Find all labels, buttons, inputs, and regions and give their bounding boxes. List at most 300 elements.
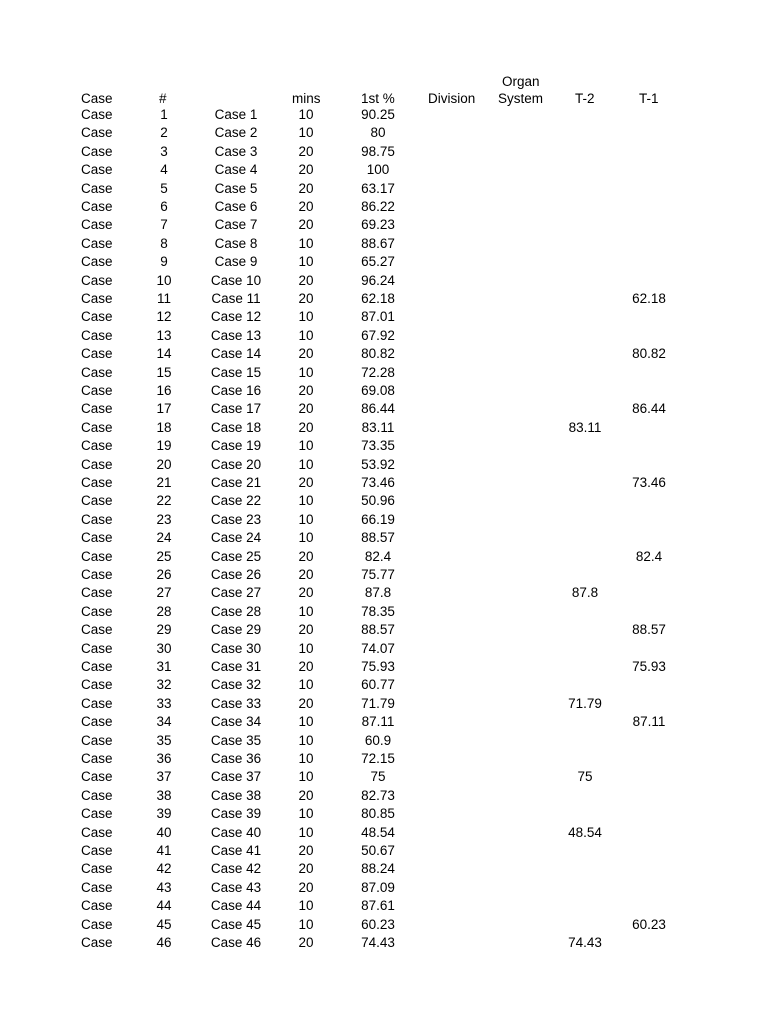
case-label-cell: Case — [81, 125, 113, 141]
t1-cell: 86.44 — [632, 401, 666, 417]
case-label-cell: Case — [81, 659, 113, 674]
first-percent-cell: 75.77 — [361, 567, 395, 582]
case-label-cell: Case — [81, 622, 113, 638]
case-label-cell: Case — [81, 732, 113, 748]
first-percent-cell: 75.93 — [361, 659, 395, 674]
case-label-cell: Case — [81, 254, 113, 270]
t2-cell: 87.8 — [571, 585, 599, 601]
case-label-cell: Case — [81, 143, 113, 159]
t1-cell: 75.93 — [632, 659, 666, 674]
table-row — [0, 216, 768, 234]
table-row — [0, 290, 768, 308]
header-first-percent: 1st % — [361, 91, 395, 106]
first-percent-cell: 88.57 — [361, 622, 395, 638]
table-row — [0, 456, 768, 474]
case-name-cell: Case 17 — [210, 401, 262, 417]
case-number-cell: 13 — [156, 327, 172, 343]
case-name-cell: Case 29 — [210, 622, 262, 638]
first-percent-cell: 80.85 — [361, 806, 395, 822]
table-row — [0, 658, 768, 676]
case-name-cell: Case 8 — [214, 235, 258, 251]
mins-cell: 10 — [298, 916, 314, 932]
mins-cell: 20 — [298, 143, 314, 159]
first-percent-cell: 48.54 — [361, 824, 395, 840]
mins-cell: 10 — [298, 125, 314, 141]
mins-cell: 20 — [298, 567, 314, 582]
case-name-cell: Case 19 — [210, 438, 262, 454]
header-t2: T-2 — [575, 91, 595, 106]
case-number-cell: 15 — [156, 364, 172, 380]
case-number-cell: 31 — [156, 659, 172, 674]
header-organ-system-line1: Organ — [502, 74, 540, 89]
mins-cell: 10 — [298, 640, 314, 656]
table-row — [0, 621, 768, 639]
case-name-cell: Case 39 — [210, 806, 262, 822]
case-number-cell: 6 — [160, 199, 168, 214]
table-row — [0, 916, 768, 934]
first-percent-cell: 87.01 — [361, 309, 395, 325]
mins-cell: 10 — [298, 327, 314, 343]
case-name-cell: Case 12 — [210, 309, 262, 325]
case-name-cell: Case 20 — [210, 456, 262, 472]
case-label-cell: Case — [81, 383, 113, 398]
first-percent-cell: 69.08 — [361, 383, 395, 398]
header-row — [0, 71, 768, 107]
table-row — [0, 879, 768, 897]
table-row — [0, 824, 768, 842]
first-percent-cell: 90.25 — [361, 107, 395, 122]
mins-cell: 20 — [298, 291, 314, 306]
case-label-cell: Case — [81, 824, 113, 840]
case-label-cell: Case — [81, 640, 113, 656]
table-row — [0, 787, 768, 805]
mins-cell: 20 — [298, 419, 314, 435]
case-name-cell: Case 4 — [214, 162, 258, 178]
case-number-cell: 42 — [156, 861, 172, 877]
case-label-cell: Case — [81, 511, 113, 527]
mins-cell: 10 — [298, 107, 314, 122]
mins-cell: 10 — [298, 309, 314, 325]
case-number-cell: 23 — [156, 511, 172, 527]
mins-cell: 20 — [298, 787, 314, 803]
case-label-cell: Case — [81, 162, 113, 178]
case-number-cell: 36 — [156, 751, 172, 766]
table-row — [0, 713, 768, 731]
table-row — [0, 180, 768, 198]
case-name-cell: Case 45 — [210, 916, 262, 932]
t2-cell: 75 — [577, 769, 593, 785]
table-row — [0, 676, 768, 694]
first-percent-cell: 87.61 — [361, 898, 395, 914]
mins-cell: 20 — [298, 622, 314, 638]
case-number-cell: 10 — [156, 272, 172, 288]
case-number-cell: 18 — [156, 419, 172, 435]
table-row — [0, 198, 768, 216]
case-label-cell: Case — [81, 714, 113, 730]
table-row — [0, 934, 768, 952]
first-percent-cell: 72.15 — [361, 751, 395, 766]
case-label-cell: Case — [81, 419, 113, 435]
mins-cell: 10 — [298, 235, 314, 251]
case-label-cell: Case — [81, 935, 113, 950]
table-row — [0, 419, 768, 437]
mins-cell: 10 — [298, 511, 314, 527]
case-name-cell: Case 40 — [210, 824, 262, 840]
case-name-cell: Case 6 — [214, 199, 258, 214]
first-percent-cell: 88.24 — [361, 861, 395, 877]
first-percent-cell: 82.73 — [361, 787, 395, 803]
header-mins: mins — [292, 91, 321, 106]
case-name-cell: Case 30 — [210, 640, 262, 656]
first-percent-cell: 53.92 — [361, 456, 395, 472]
mins-cell: 20 — [298, 861, 314, 877]
case-number-cell: 4 — [160, 162, 168, 178]
case-name-cell: Case 32 — [210, 677, 262, 693]
case-name-cell: Case 15 — [210, 364, 262, 380]
t2-cell: 48.54 — [568, 824, 602, 840]
mins-cell: 20 — [298, 199, 314, 214]
case-name-cell: Case 35 — [210, 732, 262, 748]
first-percent-cell: 82.4 — [364, 548, 392, 564]
case-label-cell: Case — [81, 107, 113, 122]
t1-cell: 80.82 — [632, 346, 666, 362]
case-label-cell: Case — [81, 309, 113, 325]
case-label-cell: Case — [81, 493, 113, 509]
first-percent-cell: 74.07 — [361, 640, 395, 656]
case-name-cell: Case 34 — [210, 714, 262, 730]
first-percent-cell: 87.09 — [361, 879, 395, 895]
case-label-cell: Case — [81, 327, 113, 343]
first-percent-cell: 88.57 — [361, 530, 395, 546]
table-row — [0, 603, 768, 621]
case-name-cell: Case 3 — [214, 143, 258, 159]
mins-cell: 20 — [298, 383, 314, 398]
case-number-cell: 37 — [156, 769, 172, 785]
mins-cell: 20 — [298, 585, 314, 601]
mins-cell: 10 — [298, 254, 314, 270]
mins-cell: 10 — [298, 806, 314, 822]
case-name-cell: Case 38 — [210, 787, 262, 803]
case-name-cell: Case 1 — [214, 107, 258, 122]
case-label-cell: Case — [81, 769, 113, 785]
case-number-cell: 9 — [160, 254, 168, 270]
table-row — [0, 805, 768, 823]
first-percent-cell: 72.28 — [361, 364, 395, 380]
mins-cell: 10 — [298, 364, 314, 380]
table-row — [0, 437, 768, 455]
case-name-cell: Case 2 — [214, 125, 258, 141]
case-number-cell: 29 — [156, 622, 172, 638]
first-percent-cell: 86.22 — [361, 199, 395, 214]
first-percent-cell: 78.35 — [361, 603, 395, 619]
case-label-cell: Case — [81, 180, 113, 196]
first-percent-cell: 65.27 — [361, 254, 395, 270]
first-percent-cell: 69.23 — [361, 217, 395, 233]
case-number-cell: 14 — [156, 346, 172, 362]
first-percent-cell: 50.67 — [361, 843, 395, 858]
case-number-cell: 2 — [160, 125, 168, 141]
case-name-cell: Case 44 — [210, 898, 262, 914]
mins-cell: 20 — [298, 695, 314, 711]
first-percent-cell: 62.18 — [361, 291, 395, 306]
case-number-cell: 20 — [156, 456, 172, 472]
case-number-cell: 41 — [156, 843, 172, 858]
header-t1: T-1 — [639, 91, 659, 106]
mins-cell: 10 — [298, 824, 314, 840]
case-label-cell: Case — [81, 861, 113, 877]
table-row — [0, 695, 768, 713]
case-name-cell: Case 13 — [210, 327, 262, 343]
t1-cell: 73.46 — [632, 475, 666, 490]
first-percent-cell: 80 — [370, 125, 386, 141]
header-number: # — [159, 91, 167, 106]
first-percent-cell: 87.11 — [361, 714, 395, 730]
case-name-cell: Case 11 — [211, 291, 261, 306]
first-percent-cell: 60.77 — [361, 677, 395, 693]
case-name-cell: Case 24 — [210, 530, 262, 546]
case-number-cell: 1 — [160, 107, 168, 122]
mins-cell: 10 — [298, 677, 314, 693]
case-number-cell: 46 — [156, 935, 172, 950]
case-number-cell: 44 — [156, 898, 172, 914]
case-name-cell: Case 5 — [214, 180, 258, 196]
table-row — [0, 382, 768, 400]
case-name-cell: Case 28 — [210, 603, 262, 619]
case-name-cell: Case 21 — [210, 475, 262, 490]
case-name-cell: Case 42 — [210, 861, 262, 877]
case-number-cell: 3 — [160, 143, 168, 159]
case-label-cell: Case — [81, 751, 113, 766]
case-label-cell: Case — [81, 695, 113, 711]
mins-cell: 20 — [298, 475, 314, 490]
case-label-cell: Case — [81, 530, 113, 546]
first-percent-cell: 66.19 — [361, 511, 395, 527]
table-row — [0, 529, 768, 547]
case-label-cell: Case — [81, 843, 113, 858]
case-number-cell: 22 — [156, 493, 172, 509]
case-number-cell: 35 — [156, 732, 172, 748]
mins-cell: 10 — [298, 898, 314, 914]
case-name-cell: Case 27 — [210, 585, 262, 601]
mins-cell: 10 — [298, 438, 314, 454]
mins-cell: 20 — [298, 180, 314, 196]
mins-cell: 20 — [298, 659, 314, 674]
case-label-cell: Case — [81, 879, 113, 895]
table-row — [0, 750, 768, 768]
case-label-cell: Case — [81, 898, 113, 914]
table-row — [0, 253, 768, 271]
table-row — [0, 308, 768, 326]
case-label-cell: Case — [81, 235, 113, 251]
case-label-cell: Case — [81, 438, 113, 454]
case-label-cell: Case — [81, 217, 113, 233]
mins-cell: 20 — [298, 548, 314, 564]
case-label-cell: Case — [81, 677, 113, 693]
table-row — [0, 272, 768, 290]
case-number-cell: 11 — [156, 291, 171, 306]
first-percent-cell: 86.44 — [361, 401, 395, 417]
case-label-cell: Case — [81, 272, 113, 288]
mins-cell: 20 — [298, 346, 314, 362]
case-number-cell: 24 — [156, 530, 172, 546]
t1-cell: 60.23 — [632, 916, 666, 932]
mins-cell: 10 — [298, 732, 314, 748]
table-row — [0, 842, 768, 860]
t1-cell: 82.4 — [635, 548, 663, 564]
case-label-cell: Case — [81, 199, 113, 214]
mins-cell: 10 — [298, 751, 314, 766]
case-number-cell: 5 — [160, 180, 168, 196]
table-row — [0, 511, 768, 529]
case-number-cell: 19 — [156, 438, 172, 454]
first-percent-cell: 60.23 — [361, 916, 395, 932]
case-name-cell: Case 23 — [210, 511, 262, 527]
first-percent-cell: 60.9 — [364, 732, 392, 748]
case-label-cell: Case — [81, 806, 113, 822]
case-number-cell: 30 — [156, 640, 172, 656]
case-name-cell: Case 7 — [214, 217, 258, 233]
first-percent-cell: 80.82 — [361, 346, 395, 362]
case-number-cell: 16 — [156, 383, 172, 398]
mins-cell: 10 — [298, 530, 314, 546]
case-name-cell: Case 9 — [214, 254, 258, 270]
case-label-cell: Case — [81, 916, 113, 932]
mins-cell: 20 — [298, 162, 314, 178]
table-row — [0, 235, 768, 253]
case-label-cell: Case — [81, 787, 113, 803]
first-percent-cell: 87.8 — [364, 585, 392, 601]
case-label-cell: Case — [81, 364, 113, 380]
header-division: Division — [428, 91, 476, 106]
table-row — [0, 640, 768, 658]
first-percent-cell: 73.46 — [361, 475, 395, 490]
first-percent-cell: 88.67 — [361, 235, 395, 251]
mins-cell: 20 — [298, 401, 314, 417]
table-row — [0, 584, 768, 602]
first-percent-cell: 96.24 — [361, 272, 395, 288]
table-row — [0, 860, 768, 878]
mins-cell: 10 — [298, 714, 314, 730]
table-row — [0, 327, 768, 345]
first-percent-cell: 100 — [366, 162, 390, 178]
table-row — [0, 492, 768, 510]
t2-cell: 74.43 — [568, 935, 602, 950]
case-number-cell: 8 — [160, 235, 168, 251]
case-number-cell: 40 — [156, 824, 172, 840]
table-row — [0, 548, 768, 566]
t2-cell: 71.79 — [568, 695, 602, 711]
case-number-cell: 43 — [156, 879, 172, 895]
first-percent-cell: 73.35 — [361, 438, 395, 454]
mins-cell: 10 — [298, 493, 314, 509]
header-case: Case — [81, 91, 113, 106]
case-number-cell: 45 — [156, 916, 172, 932]
case-number-cell: 28 — [156, 603, 172, 619]
header-organ-system-line2: System — [498, 91, 544, 106]
first-percent-cell: 98.75 — [361, 143, 395, 159]
mins-cell: 10 — [298, 769, 314, 785]
table-row — [0, 161, 768, 179]
case-number-cell: 33 — [156, 695, 172, 711]
case-number-cell: 32 — [156, 677, 172, 693]
case-label-cell: Case — [81, 291, 113, 306]
case-name-cell: Case 26 — [210, 567, 262, 582]
first-percent-cell: 50.96 — [361, 493, 395, 509]
case-label-cell: Case — [81, 548, 113, 564]
t1-cell: 62.18 — [632, 291, 666, 306]
t1-cell: 88.57 — [632, 622, 666, 638]
table-row — [0, 768, 768, 786]
case-name-cell: Case 43 — [210, 879, 262, 895]
mins-cell: 20 — [298, 217, 314, 233]
case-number-cell: 26 — [156, 567, 172, 582]
table-row — [0, 106, 768, 124]
t2-cell: 83.11 — [568, 419, 602, 435]
case-name-cell: Case 10 — [210, 272, 262, 288]
case-name-cell: Case 25 — [210, 548, 262, 564]
table-row — [0, 474, 768, 492]
first-percent-cell: 74.43 — [361, 935, 395, 950]
mins-cell: 20 — [298, 879, 314, 895]
case-number-cell: 34 — [156, 714, 172, 730]
mins-cell: 20 — [298, 935, 314, 950]
case-name-cell: Case 33 — [210, 695, 262, 711]
case-name-cell: Case 36 — [210, 751, 262, 766]
case-number-cell: 21 — [156, 475, 172, 490]
case-number-cell: 27 — [156, 585, 172, 601]
table-row — [0, 897, 768, 915]
case-name-cell: Case 14 — [210, 346, 262, 362]
case-number-cell: 39 — [156, 806, 172, 822]
table-row — [0, 143, 768, 161]
case-number-cell: 7 — [160, 217, 168, 233]
first-percent-cell: 63.17 — [361, 180, 395, 196]
case-name-cell: Case 22 — [210, 493, 262, 509]
case-number-cell: 25 — [156, 548, 172, 564]
table-row — [0, 732, 768, 750]
table-row — [0, 364, 768, 382]
first-percent-cell: 67.92 — [361, 327, 395, 343]
case-label-cell: Case — [81, 567, 113, 582]
case-name-cell: Case 31 — [210, 659, 262, 674]
mins-cell: 10 — [298, 603, 314, 619]
t1-cell: 87.11 — [632, 714, 666, 730]
first-percent-cell: 75 — [370, 769, 386, 785]
case-number-cell: 12 — [156, 309, 172, 325]
case-name-cell: Case 37 — [210, 769, 262, 785]
case-label-cell: Case — [81, 346, 113, 362]
table-row — [0, 124, 768, 142]
case-label-cell: Case — [81, 401, 113, 417]
case-label-cell: Case — [81, 456, 113, 472]
first-percent-cell: 83.11 — [361, 419, 395, 435]
table-row — [0, 400, 768, 418]
mins-cell: 10 — [298, 456, 314, 472]
mins-cell: 20 — [298, 272, 314, 288]
case-label-cell: Case — [81, 475, 113, 490]
case-name-cell: Case 18 — [210, 419, 262, 435]
case-number-cell: 17 — [156, 401, 172, 417]
table-row — [0, 566, 768, 584]
case-name-cell: Case 41 — [210, 843, 262, 858]
mins-cell: 20 — [298, 843, 314, 858]
case-name-cell: Case 16 — [210, 383, 262, 398]
first-percent-cell: 71.79 — [361, 695, 395, 711]
case-label-cell: Case — [81, 603, 113, 619]
case-label-cell: Case — [81, 585, 113, 601]
table-row — [0, 345, 768, 363]
case-name-cell: Case 46 — [210, 935, 262, 950]
